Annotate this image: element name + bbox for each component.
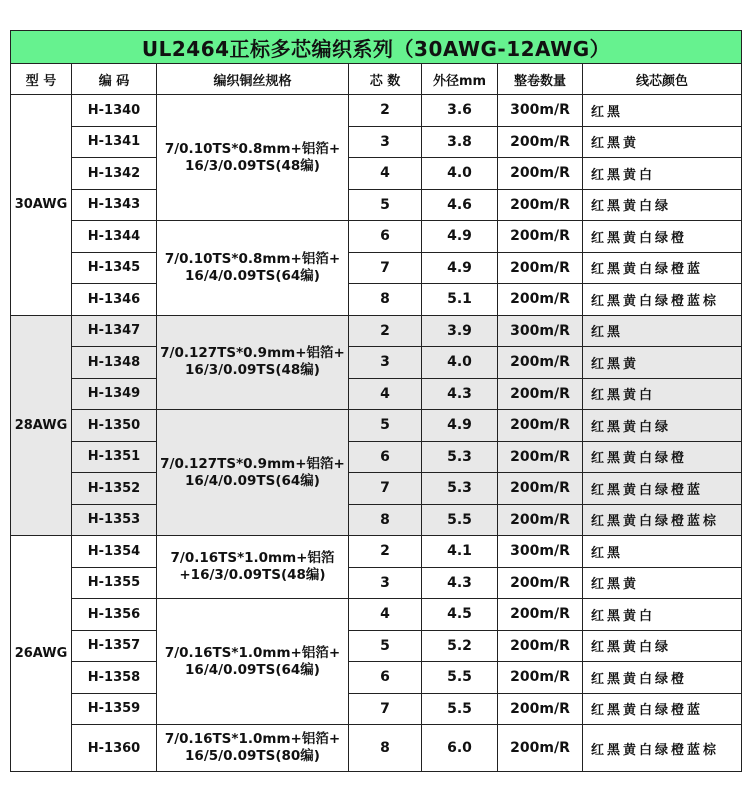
cores-cell: 8 (349, 504, 422, 536)
code-cell: H-1351 (72, 441, 157, 473)
colors-cell: 红黑黄白绿 (583, 410, 742, 442)
qty-cell: 300m/R (498, 95, 583, 127)
cores-cell: 4 (349, 599, 422, 631)
model-cell: 26AWG (11, 536, 72, 772)
spec-line: 7/0.16TS*1.0mm+铝箔+ (164, 731, 341, 747)
cores-cell: 8 (349, 284, 422, 316)
cores-cell: 2 (349, 315, 422, 347)
code-cell: H-1358 (72, 662, 157, 694)
colors-cell: 红黑黄白 (583, 158, 742, 190)
code-cell: H-1348 (72, 347, 157, 379)
colors-cell: 红黑黄白绿橙蓝 (583, 252, 742, 284)
code-cell: H-1353 (72, 504, 157, 536)
od-cell: 4.3 (422, 567, 498, 599)
table-row (11, 662, 742, 694)
qty-cell: 200m/R (498, 221, 583, 253)
qty-cell: 200m/R (498, 630, 583, 662)
qty-cell: 200m/R (498, 504, 583, 536)
colors-cell: 红黑 (583, 536, 742, 568)
spec-cell (157, 221, 349, 316)
qty-cell: 200m/R (498, 441, 583, 473)
colors-cell: 红黑黄白绿橙蓝 (583, 693, 742, 725)
qty-cell: 300m/R (498, 315, 583, 347)
od-cell: 5.5 (422, 504, 498, 536)
od-cell: 5.3 (422, 441, 498, 473)
cores-cell: 4 (349, 378, 422, 410)
colors-cell: 红黑黄白绿橙 (583, 441, 742, 473)
cores-cell: 6 (349, 662, 422, 694)
cores-cell: 7 (349, 252, 422, 284)
od-cell: 5.3 (422, 473, 498, 505)
od-cell: 5.5 (422, 693, 498, 725)
qty-cell: 200m/R (498, 567, 583, 599)
qty-cell: 200m/R (498, 347, 583, 379)
cores-cell: 6 (349, 221, 422, 253)
qty-cell: 200m/R (498, 158, 583, 190)
spec-line: 16/4/0.09TS(64编) (185, 267, 320, 284)
spec-line: +16/3/0.09TS(48编) (179, 567, 326, 583)
od-cell: 4.6 (422, 189, 498, 221)
code-cell: H-1347 (72, 315, 157, 347)
od-cell: 3.6 (422, 95, 498, 127)
header-qty: 整卷数量 (498, 64, 583, 95)
header-od: 外径mm (422, 64, 498, 95)
qty-cell: 200m/R (498, 693, 583, 725)
table-row (11, 567, 742, 599)
spec-line: 7/0.10TS*0.8mm+铝箔+ (164, 250, 341, 267)
colors-cell: 红黑黄白绿橙蓝棕 (583, 725, 742, 772)
code-cell: H-1346 (72, 284, 157, 316)
header-spec: 编织铜丝规格 (157, 64, 349, 95)
cores-cell: 7 (349, 473, 422, 505)
table-row (11, 473, 742, 505)
model-cell: 28AWG (11, 315, 72, 536)
cores-cell: 8 (349, 725, 422, 772)
header-row (11, 64, 742, 95)
colors-cell: 红黑黄白绿 (583, 189, 742, 221)
table-title: UL2464正标多芯编织系列（30AWG-12AWG） (11, 31, 742, 64)
table-row (11, 441, 742, 473)
cores-cell: 5 (349, 410, 422, 442)
table-row (11, 126, 742, 158)
table-row (11, 410, 742, 442)
cores-cell: 6 (349, 441, 422, 473)
od-cell: 4.9 (422, 410, 498, 442)
od-cell: 5.2 (422, 630, 498, 662)
spec-line: 7/0.16TS*1.0mm+铝箔+ (164, 644, 341, 661)
cores-cell: 3 (349, 567, 422, 599)
colors-cell: 红黑黄白 (583, 378, 742, 410)
cores-cell: 5 (349, 189, 422, 221)
qty-cell: 200m/R (498, 252, 583, 284)
od-cell: 4.9 (422, 252, 498, 284)
cores-cell: 3 (349, 126, 422, 158)
header-code: 编 码 (72, 64, 157, 95)
qty-cell: 200m/R (498, 126, 583, 158)
spec-cell (157, 95, 349, 221)
qty-cell: 200m/R (498, 378, 583, 410)
header-cores: 芯 数 (349, 64, 422, 95)
spec-table-container (10, 30, 741, 772)
od-cell: 5.1 (422, 284, 498, 316)
table-row (11, 221, 742, 253)
cores-cell: 3 (349, 347, 422, 379)
spec-line: 16/4/0.09TS(64编) (185, 661, 320, 678)
spec-cell (157, 315, 349, 410)
code-cell: H-1349 (72, 378, 157, 410)
od-cell: 4.0 (422, 158, 498, 190)
table-row (11, 693, 742, 725)
header-colors: 线芯颜色 (583, 64, 742, 95)
qty-cell: 200m/R (498, 284, 583, 316)
cores-cell: 5 (349, 630, 422, 662)
od-cell: 4.0 (422, 347, 498, 379)
spec-line: 7/0.127TS*0.9mm+铝箔+ (160, 345, 345, 362)
code-cell: H-1350 (72, 410, 157, 442)
qty-cell: 200m/R (498, 473, 583, 505)
table-row (11, 158, 742, 190)
spec-line: 16/3/0.09TS(48编) (185, 157, 320, 174)
qty-cell: 200m/R (498, 599, 583, 631)
spec-line: 7/0.10TS*0.8mm+铝箔+ (164, 140, 341, 157)
table-row (11, 536, 742, 568)
table-row (11, 189, 742, 221)
spec-line: 7/0.16TS*1.0mm+铝箔 (170, 550, 335, 566)
code-cell: H-1357 (72, 630, 157, 662)
od-cell: 3.9 (422, 315, 498, 347)
table-row (11, 347, 742, 379)
spec-line: 16/5/0.09TS(80编) (185, 748, 320, 764)
spec-table (10, 30, 742, 772)
cores-cell: 2 (349, 95, 422, 127)
table-row (11, 95, 742, 127)
od-cell: 4.9 (422, 221, 498, 253)
table-row (11, 599, 742, 631)
qty-cell: 200m/R (498, 189, 583, 221)
table-row (11, 284, 742, 316)
spec-cell (157, 725, 349, 772)
colors-cell: 红黑黄白绿橙蓝棕 (583, 284, 742, 316)
cores-cell: 4 (349, 158, 422, 190)
colors-cell: 红黑黄 (583, 126, 742, 158)
table-row (11, 504, 742, 536)
spec-line: 7/0.127TS*0.9mm+铝箔+ (160, 455, 345, 472)
code-cell: H-1345 (72, 252, 157, 284)
cores-cell: 2 (349, 536, 422, 568)
code-cell: H-1352 (72, 473, 157, 505)
code-cell: H-1355 (72, 567, 157, 599)
spec-cell (157, 536, 349, 599)
spec-cell (157, 599, 349, 725)
colors-cell: 红黑黄 (583, 567, 742, 599)
od-cell: 4.3 (422, 378, 498, 410)
model-cell: 30AWG (11, 95, 72, 316)
table-row (11, 378, 742, 410)
code-cell: H-1360 (72, 725, 157, 772)
cores-cell: 7 (349, 693, 422, 725)
od-cell: 5.5 (422, 662, 498, 694)
code-cell: H-1340 (72, 95, 157, 127)
code-cell: H-1341 (72, 126, 157, 158)
qty-cell: 200m/R (498, 725, 583, 772)
od-cell: 4.5 (422, 599, 498, 631)
od-cell: 6.0 (422, 725, 498, 772)
table-row (11, 252, 742, 284)
code-cell: H-1356 (72, 599, 157, 631)
header-model: 型 号 (11, 64, 72, 95)
od-cell: 4.1 (422, 536, 498, 568)
code-cell: H-1342 (72, 158, 157, 190)
table-row (11, 630, 742, 662)
colors-cell: 红黑黄白绿 (583, 630, 742, 662)
qty-cell: 300m/R (498, 536, 583, 568)
code-cell: H-1359 (72, 693, 157, 725)
colors-cell: 红黑 (583, 315, 742, 347)
table-row (11, 315, 742, 347)
colors-cell: 红黑黄白绿橙蓝棕 (583, 504, 742, 536)
code-cell: H-1344 (72, 221, 157, 253)
colors-cell: 红黑黄白 (583, 599, 742, 631)
colors-cell: 红黑黄白绿橙 (583, 221, 742, 253)
colors-cell: 红黑黄 (583, 347, 742, 379)
spec-cell (157, 410, 349, 536)
qty-cell: 200m/R (498, 662, 583, 694)
spec-line: 16/3/0.09TS(48编) (185, 362, 320, 379)
colors-cell: 红黑黄白绿橙蓝 (583, 473, 742, 505)
spec-line: 16/4/0.09TS(64编) (185, 472, 320, 489)
od-cell: 3.8 (422, 126, 498, 158)
table-row (11, 725, 742, 772)
qty-cell: 200m/R (498, 410, 583, 442)
code-cell: H-1354 (72, 536, 157, 568)
code-cell: H-1343 (72, 189, 157, 221)
colors-cell: 红黑 (583, 95, 742, 127)
colors-cell: 红黑黄白绿橙 (583, 662, 742, 694)
